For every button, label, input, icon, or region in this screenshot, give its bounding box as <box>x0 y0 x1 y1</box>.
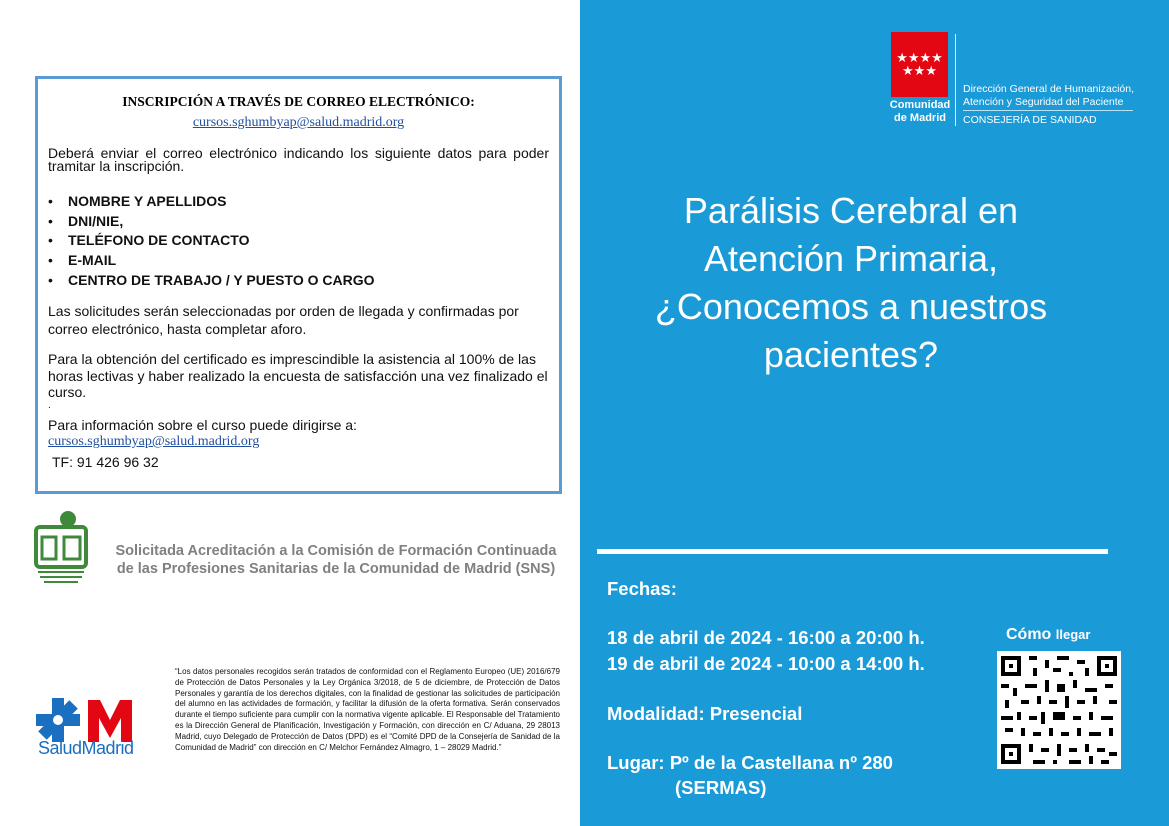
list-item: • DNI/NIE, <box>48 212 124 229</box>
fechas-label: Fechas: <box>607 578 677 599</box>
comunidad-madrid-logo <box>891 32 948 97</box>
divider-line <box>597 549 1108 554</box>
email-link-contact[interactable]: cursos.sghumbyap@salud.madrid.org <box>48 434 260 449</box>
como-llegar-label: Cómo llegar <box>1006 626 1091 643</box>
course-title: Parálisis Cerebral en Atención Primaria, ¿Conocemos a nuestros pacientes? <box>654 190 1048 375</box>
header-divider <box>955 34 956 126</box>
list-item: • E-MAIL <box>48 252 117 269</box>
left-panel <box>0 0 580 826</box>
info-text: Para información sobre el curso puede dirigirse a: <box>48 417 357 433</box>
selection-text: Las solicitudes serán seleccionadas por orden de llegada y confirmadas por correo electrónico, hasta completar aforo. <box>48 303 519 337</box>
lugar-line-1: Lugar: Pº de la Castellana nº 280 <box>607 752 893 773</box>
header-rule <box>963 110 1133 111</box>
registration-box <box>35 76 562 494</box>
dot-text: . <box>48 400 51 411</box>
required-fields-list <box>48 192 375 291</box>
consejeria-label: CONSEJERÍA DE SANIDAD <box>963 114 1097 126</box>
direccion-general: Dirección General de Humanización, Atención y Seguridad del Paciente <box>963 83 1134 108</box>
date-2: 19 de abril de 2024 - 10:00 a 14:00 h. <box>607 653 925 674</box>
privacy-notice: “Los datos personales recogidos serán tratados de conformidad con el Reglamento Europeo (UE) 2016/679 de Protección de Datos Personales y la Ley Orgánica 3/2018, de 5 de diciembre, de Protección de Datos Personales y garantía de los derechos digitales, con la finalidad de gestionar las solicitudes de participación del alumno en las actividades de formación, y facilitar la difusión de la oferta formativa. Serán conservados durante el tiempo suficiente para cumplir con la normativa vigente aplicable. El Responsable del Tratamiento es la Dirección General de Planificación, Investigación y Formación, con dirección en C/ Aduana, 29 28013 Madrid, cuyo Delegado de Protección de Datos (DPD) es el “Comité DPD de la Consejería de Sanidad de la Comunidad de Madrid” con dirección en C/ Melchor Fernández Almagro, 1 – 28029 Madrid.” <box>175 667 560 752</box>
salud-madrid-wordmark: SaludMadrid <box>38 738 134 758</box>
comunidad-madrid-name: Comunidad de Madrid <box>889 99 951 124</box>
modalidad: Modalidad: Presencial <box>607 703 803 724</box>
registration-heading: INSCRIPCIÓN A TRAVÉS DE CORREO ELECTRÓNICO: <box>122 94 475 109</box>
email-link[interactable]: cursos.sghumbyap@salud.madrid.org <box>192 115 405 130</box>
list-item: • NOMBRE Y APELLIDOS <box>48 193 227 209</box>
certificate-text: Para la obtención del certificado es imprescindible la asistencia al 100% de las horas lectivas y haber realizado la encuesta de satisfacción una vez finalizado el curso. <box>48 351 548 400</box>
svg-text:★★★: ★★★ <box>902 64 937 79</box>
accreditation-logo <box>34 509 88 587</box>
accreditation-text: Solicitada Acreditación a la Comisión de Formación Continuada de las Profesiones Sanitarias de la Comunidad de Madrid (SNS) <box>115 543 557 577</box>
intro-text: Deberá enviar el correo electrónico indicando los siguiente datos para poder tramitar la inscripción. <box>48 145 549 174</box>
phone-text: TF: 91 426 96 32 <box>52 454 159 470</box>
svg-text:★★★★: ★★★★ <box>896 51 943 66</box>
qr-code-icon[interactable] <box>997 651 1121 769</box>
list-item: • CENTRO DE TRABAJO / Y PUESTO O CARGO <box>48 271 375 288</box>
date-1: 18 de abril de 2024 - 16:00 a 20:00 h. <box>607 627 925 648</box>
list-item: • TELÉFONO DE CONTACTO <box>48 232 250 249</box>
lugar-line-2: (SERMAS) <box>675 777 767 798</box>
